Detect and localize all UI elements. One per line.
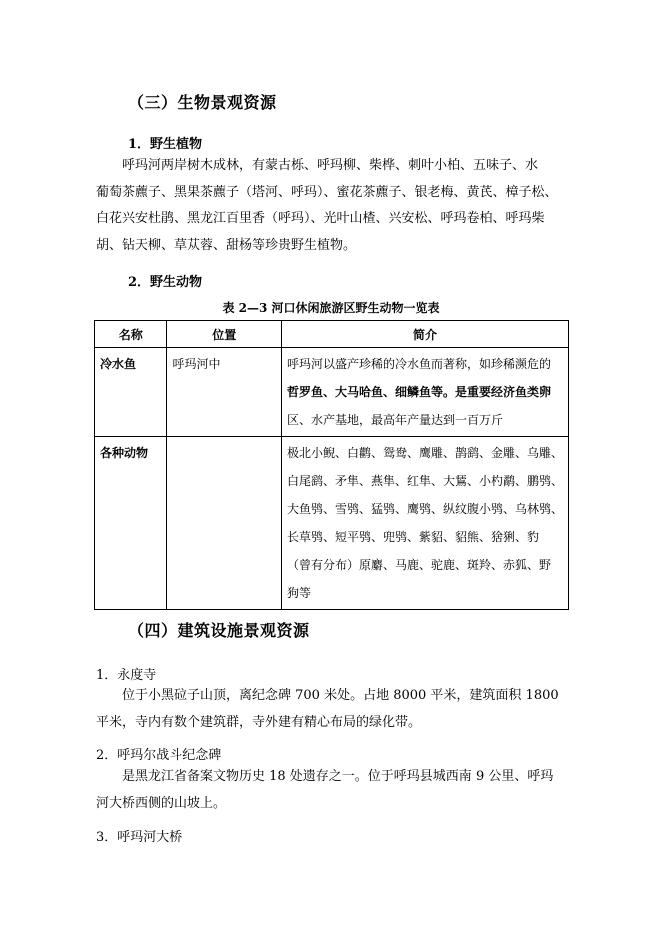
fish-species-bold: 哲罗鱼、大马哈鱼、细鳞鱼等。 (286, 385, 455, 399)
description-line (287, 378, 563, 406)
cell-location (167, 437, 282, 610)
cell-description (281, 348, 568, 437)
description-line: 长草鸮、短平鸮、兜鸮、紫貂、貂熊、猞猁、豹 (286, 530, 539, 544)
description-text: 是重要经济鱼类卵 (455, 385, 552, 399)
plants-line: 呼玛河两岸树木成林，有蒙古栎、呼玛柳、柴桦、刺叶小柏、五味子、水 (122, 158, 539, 173)
cell-description (281, 437, 568, 610)
item-heading: 1．永度寺 (96, 668, 157, 683)
description-line: 白尾鹞、矛隼、燕隼、红隼、大鵟、小杓鹬、鹏鸮、 (286, 474, 563, 488)
item-line: 位于小黑砬子山顶，离纪念碑 700 米处。占地 8000 平米，建筑面积 1800 (122, 688, 559, 703)
plants-line: 葡萄茶藨子、黑果茶藨子（塔河、呼玛）、蜜花茶藨子、银老梅、黄芪、樟子松、 (96, 184, 558, 200)
description-line: 区、水产基地，最高年产量达到一百万斤 (286, 413, 503, 427)
item-heading: 2．呼玛尔战斗纪念碑 (96, 748, 222, 763)
plants-line: 胡、钻天柳、草苁蓉、甜杨等珍贵野生植物。 (96, 237, 357, 253)
table-caption: 表 2—3 河口休闲旅游区野生动物一览表 (222, 301, 440, 315)
header-name: 名称 (95, 321, 167, 348)
cell-location: 呼玛河中 (167, 348, 282, 437)
item-heading: 3．呼玛河大桥 (96, 830, 183, 845)
animals-heading: 2．野生动物 (128, 275, 203, 290)
table-row (95, 348, 569, 437)
item-line: 平米，寺内有数个建筑群，寺外建有精心布局的绿化带。 (96, 714, 422, 730)
section-3-title: （三）生物景观资源 (128, 93, 277, 112)
cell-name: 各种动物 (95, 437, 167, 610)
table-header-row (95, 321, 569, 348)
description-line: 极北小鲵、白鹳、鸳鸯、鹰雕、鹊鹞、金雕、乌雕、 (286, 446, 563, 460)
header-description: 简介 (281, 321, 568, 348)
item-line: 是黑龙江省备案文物历史 18 处遗存之一。位于呼玛县城西南 9 公里、呼玛 (122, 769, 554, 784)
cell-name: 冷水鱼 (95, 348, 167, 437)
item-line: 河大桥西侧的山坡上。 (96, 795, 227, 811)
plants-line: 白花兴安杜鹃、黑龙江百里香（呼玛）、光叶山楂、兴安松、呼玛卷柏、呼玛柴 (96, 211, 545, 226)
section-4-title: （四）建筑设施景观资源 (128, 621, 310, 640)
wildlife-table (94, 320, 569, 610)
description-line: （曾有分布）原麝、马鹿、驼鹿、斑羚、赤狐、野 (286, 558, 551, 572)
header-location: 位置 (167, 321, 282, 348)
table-row (95, 437, 569, 610)
item-paragraph (96, 683, 576, 736)
description-line: 狗等 (286, 586, 311, 600)
description-line: 大鱼鸮、雪鸮、猛鸮、鹰鸮、纵纹腹小鸮、乌林鸮、 (286, 502, 563, 516)
plants-heading: 1．野生植物 (128, 137, 203, 152)
plants-paragraph (96, 153, 576, 259)
description-line: 呼玛河以盛产珍稀的冷水鱼而著称，如珍稀濒危的 (286, 357, 551, 371)
item-paragraph (96, 764, 576, 817)
